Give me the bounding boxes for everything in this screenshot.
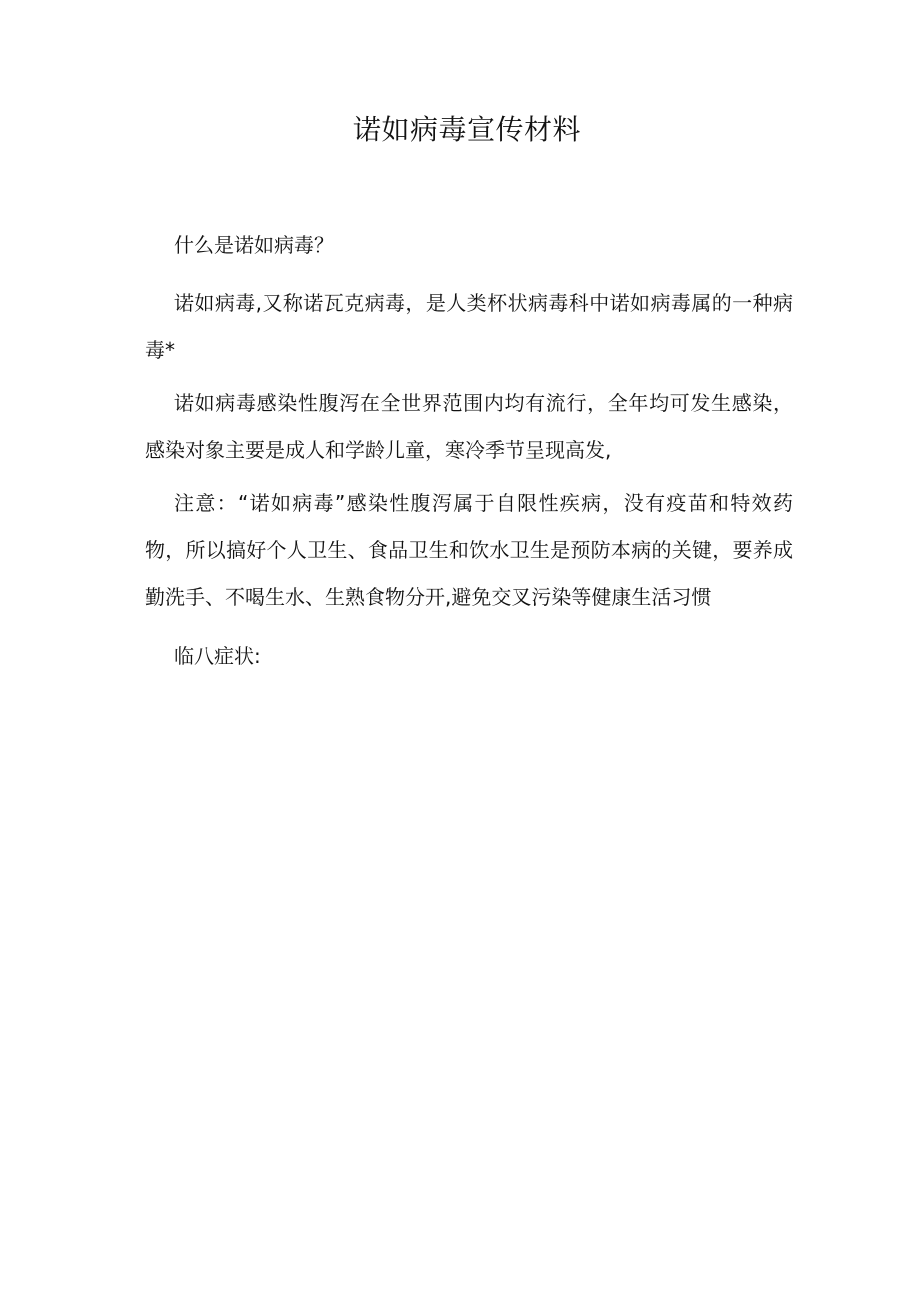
definition-paragraph: 诺如病毒,又称诺瓦克病毒，是人类杯状病毒科中诺如病毒属的一种病毒* (145, 291, 793, 362)
symptoms-heading: 临八症状: (174, 644, 261, 668)
document-title: 诺如病毒宣传材料 (352, 113, 581, 146)
document-body (145, 222, 793, 686)
prevention-paragraph: 注意：“诺如病毒”感染性腹泻属于自限性疾病，没有疫苗和特效药物，所以搞好个人卫生、食品卫生和饮水卫生是预防本病的关键，要养成勤洗手、不喝生水、生熟食物分开,避免交叉污染等健康生活习惯 (145, 491, 793, 609)
epidemiology-paragraph: 诺如病毒感染性腹泻在全世界范围内均有流行，全年均可发生感染，感染对象主要是成人和学龄儿童，寒冷季节呈现高发, (145, 391, 793, 462)
question-heading: 什么是诺如病毒？ (174, 233, 334, 257)
